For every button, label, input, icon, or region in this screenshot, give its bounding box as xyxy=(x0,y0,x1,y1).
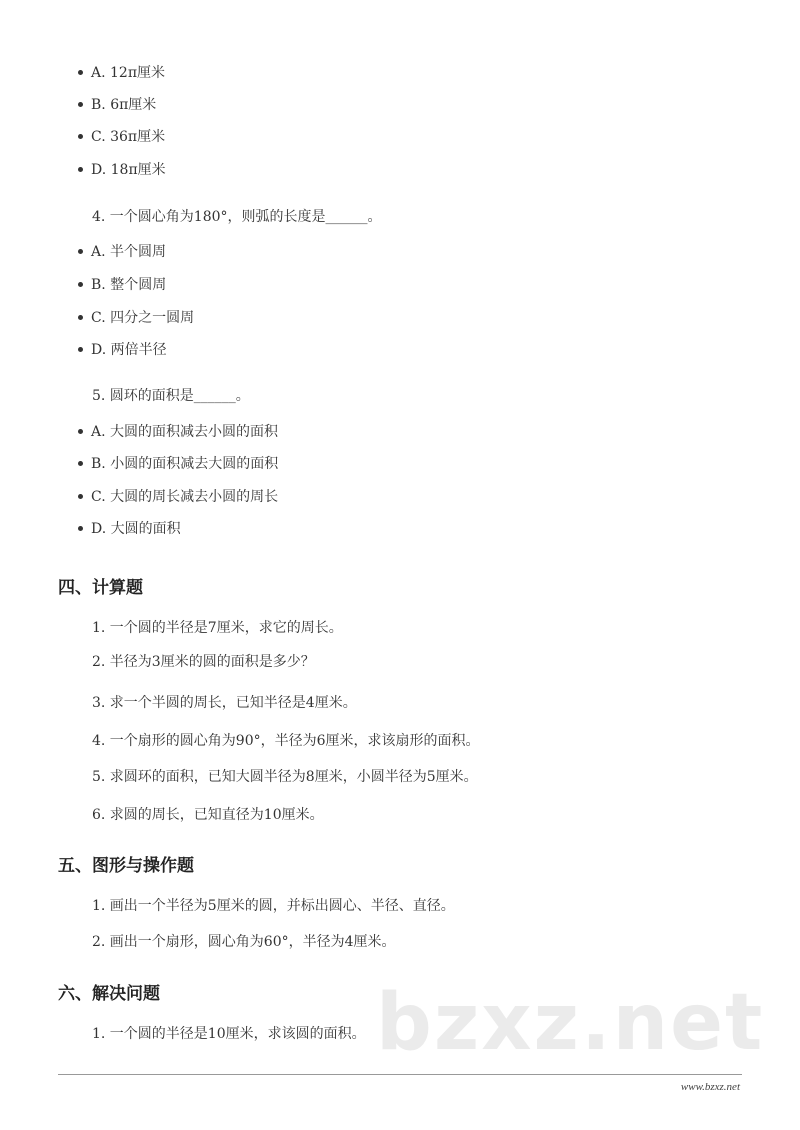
bullet-icon xyxy=(78,167,83,172)
watermark: bzxz.net xyxy=(376,978,765,1068)
section-heading xyxy=(58,855,194,877)
section-heading xyxy=(58,577,143,599)
question-item xyxy=(92,933,396,951)
line-text: C. 大圆的周长减去小圆的周长 xyxy=(91,489,279,505)
line-text: 2. 画出一个扇形，圆心角为60°，半径为4厘米。 xyxy=(92,934,396,950)
line-text: 5. 求圆环的面积，已知大圆半径为8厘米，小圆半径为5厘米。 xyxy=(92,769,478,785)
line-text: 1. 一个圆的半径是10厘米，求该圆的面积。 xyxy=(92,1026,366,1042)
question-item xyxy=(92,1025,366,1043)
line-text: C. 四分之一圆周 xyxy=(91,310,195,326)
bullet-icon xyxy=(78,347,83,352)
answer-option xyxy=(78,488,278,506)
bullet-icon xyxy=(78,282,83,287)
line-text: 4. 一个圆心角为180°，则弧的长度是______。 xyxy=(92,209,382,225)
question-item xyxy=(92,694,357,712)
question-item xyxy=(92,806,324,824)
answer-option xyxy=(78,161,166,179)
answer-option xyxy=(78,309,194,327)
footer-divider xyxy=(58,1074,742,1075)
answer-option xyxy=(78,96,156,114)
question-item xyxy=(92,897,455,915)
question-item xyxy=(92,208,382,226)
line-text: A. 大圆的面积减去小圆的面积 xyxy=(91,424,279,440)
bullet-icon xyxy=(78,134,83,139)
line-text: C. 36π厘米 xyxy=(91,129,166,145)
line-text: D. 18π厘米 xyxy=(91,162,166,178)
line-text: 1. 一个圆的半径是7厘米，求它的周长。 xyxy=(92,620,343,636)
line-text: 1. 画出一个半径为5厘米的圆，并标出圆心、半径、直径。 xyxy=(92,898,455,914)
bullet-icon xyxy=(78,429,83,434)
answer-option xyxy=(78,276,166,294)
line-text: D. 大圆的面积 xyxy=(91,521,181,537)
line-text: B. 6π厘米 xyxy=(91,97,157,113)
bullet-icon xyxy=(78,249,83,254)
question-item xyxy=(92,768,478,786)
bullet-icon xyxy=(78,526,83,531)
bullet-icon xyxy=(78,315,83,320)
footer-url: www.bzxz.net xyxy=(680,1081,740,1093)
question-item xyxy=(92,732,480,750)
bullet-icon xyxy=(78,494,83,499)
answer-option xyxy=(78,64,165,82)
bullet-icon xyxy=(78,70,83,75)
section-heading xyxy=(58,983,160,1005)
answer-option xyxy=(78,455,278,473)
bullet-icon xyxy=(78,102,83,107)
bullet-icon xyxy=(78,461,83,466)
line-text: A. 12π厘米 xyxy=(91,65,166,81)
line-text: 3. 求一个半圆的周长，已知半径是4厘米。 xyxy=(92,695,357,711)
line-text: 5. 圆环的面积是______。 xyxy=(92,388,250,404)
line-text: 2. 半径为3厘米的圆的面积是多少？ xyxy=(92,654,315,670)
answer-option xyxy=(78,520,181,538)
line-text: 4. 一个扇形的圆心角为90°，半径为6厘米，求该扇形的面积。 xyxy=(92,733,480,749)
line-text: 6. 求圆的周长，已知直径为10厘米。 xyxy=(92,807,324,823)
line-text: D. 两倍半径 xyxy=(91,342,167,358)
line-text: 五、图形与操作题 xyxy=(58,856,194,876)
line-text: 四、计算题 xyxy=(58,578,143,598)
answer-option xyxy=(78,423,278,441)
answer-option xyxy=(78,243,166,261)
question-item xyxy=(92,653,315,671)
question-item xyxy=(92,387,250,405)
answer-option xyxy=(78,128,165,146)
question-item xyxy=(92,619,343,637)
line-text: B. 小圆的面积减去大圆的面积 xyxy=(91,456,279,472)
line-text: A. 半个圆周 xyxy=(91,244,167,260)
line-text: 六、解决问题 xyxy=(58,984,160,1004)
line-text: B. 整个圆周 xyxy=(91,277,167,293)
answer-option xyxy=(78,341,167,359)
